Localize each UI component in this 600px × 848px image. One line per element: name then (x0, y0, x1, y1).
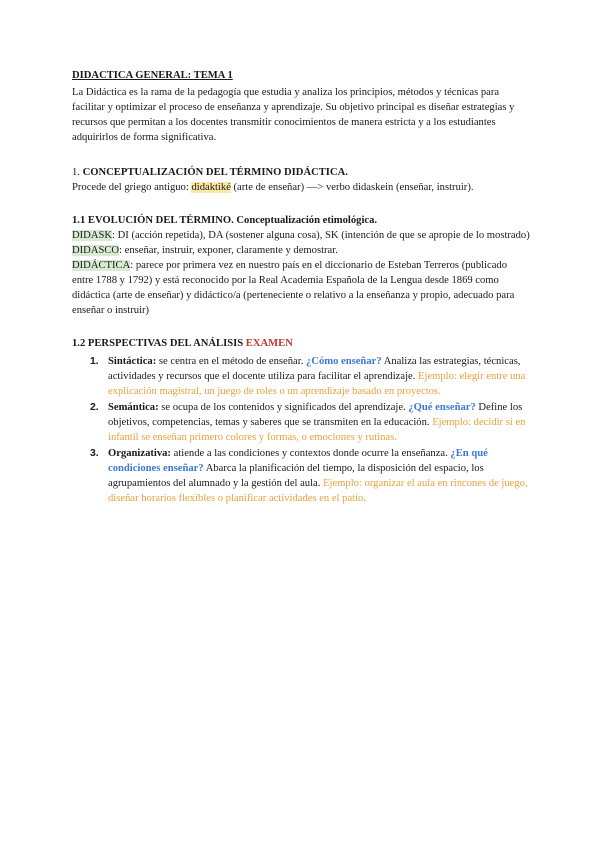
etymology-line (72, 180, 530, 195)
intro-paragraph: La Didáctica es la rama de la pedagogía que estudia y analiza los principios, métodos y técnicas para facilitar y optimizar el proceso de enseñanza y aprendizaje. Su objetivo principal es diseñar estrategias y recursos que permitan a los docentes transmitir conocimientos de manera estricta y a los estudiantes adquirirlos de forma significativa. (72, 87, 515, 143)
perspective-question: ¿Qué enseñar? (408, 402, 476, 413)
document-page (72, 68, 530, 507)
perspective-rest: Abarca la planificación del tiempo, la disposición del espacio, los agrupamientos del alumnado y la gestión del aula. (108, 463, 484, 489)
perspective-example: Ejemplo: elegir entre una explicación magistral, un juego de roles o un aprendizaje basado en proyectos. (108, 371, 526, 397)
section-1-heading (72, 165, 530, 180)
etymology-post: (arte de enseñar) —> verbo didaskein (enseñar, instruir). (230, 182, 474, 193)
perspective-question: ¿Cómo enseñar? (306, 356, 382, 367)
perspective-text: atiende a las condiciones y contextos donde ocurre la enseñanza. (170, 448, 451, 459)
perspective-label: Sintáctica: (108, 356, 157, 367)
exam-tag: EXAMEN (245, 338, 293, 349)
term-didactica (72, 258, 530, 318)
perspective-rest: Define los objetivos, competencias, temas y saberes que se transmiten en la educación. (108, 402, 523, 428)
section-1-2-heading (72, 336, 530, 351)
document-title: DIDACTICA GENERAL: TEMA 1 (72, 70, 233, 81)
list-number: 3. (90, 448, 99, 459)
section-1-title: CONCEPTUALIZACIÓN DEL TÉRMINO DIDÁCTICA. (82, 167, 348, 178)
perspective-example: Ejemplo: decidir si en infantil se enseñan primero colores y formas, o emociones y rutinas. (108, 417, 526, 443)
perspective-question: ¿En qué condiciones enseñar? (108, 448, 488, 474)
perspective-example: Ejemplo: organizar el aula en rincones de juego, diseñar horarios flexibles o planificar actividades en el patio. (108, 478, 528, 504)
perspective-rest: Analiza las estrategias, técnicas, actividades y recursos que el docente utiliza para facilitar el aprendizaje. (108, 356, 521, 382)
list-item (72, 400, 530, 445)
term-didask (72, 228, 530, 243)
list-item (72, 354, 530, 399)
perspectives-list (72, 354, 530, 506)
etymology-pre: Procede del griego antiguo: (72, 182, 192, 193)
term-didactica-text: : parece por primera vez en nuestro país en el diccionario de Esteban Terreros (publicado entre 1788 y 1792) y está reconocido por la Real Academia Española de la Lengua desde 1869 como didáctica (arte de enseñar) y didáctico/a (perteneciente o relativo a la enseñanza y propio, adecuado para enseñar o instruir) (72, 260, 515, 316)
perspective-text: se ocupa de los contenidos y significados del aprendizaje. (158, 402, 409, 413)
list-number: 2. (90, 402, 99, 413)
section-1-2-title: 1.2 PERSPECTIVAS DEL ANÁLISIS (72, 338, 246, 349)
perspective-text: se centra en el método de enseñar. (156, 356, 306, 367)
term-didasco-text: : enseñar, instruir, exponer, claramente y demostrar. (119, 245, 338, 256)
highlighted-term-didactica: DIDÁCTICA (72, 260, 131, 271)
list-item (72, 446, 530, 506)
perspective-label: Organizativa: (108, 448, 171, 459)
term-didask-text: : DI (acción repetida), DA (sostener alguna cosa), SK (intención de que se apropie de lo mostrado) (112, 230, 530, 241)
highlighted-term-didaktike: didaktiké (191, 182, 231, 193)
highlighted-term-didasco: DIDASCO (72, 245, 120, 256)
list-number: 1. (90, 356, 99, 367)
highlighted-term-didask: DIDASK (72, 230, 113, 241)
perspective-label: Semántica: (108, 402, 159, 413)
section-1-1-heading: 1.1 EVOLUCIÓN DEL TÉRMINO. Conceptualización etimológica. (72, 215, 378, 226)
section-1-number: 1. (72, 167, 80, 178)
term-didasco (72, 243, 530, 258)
